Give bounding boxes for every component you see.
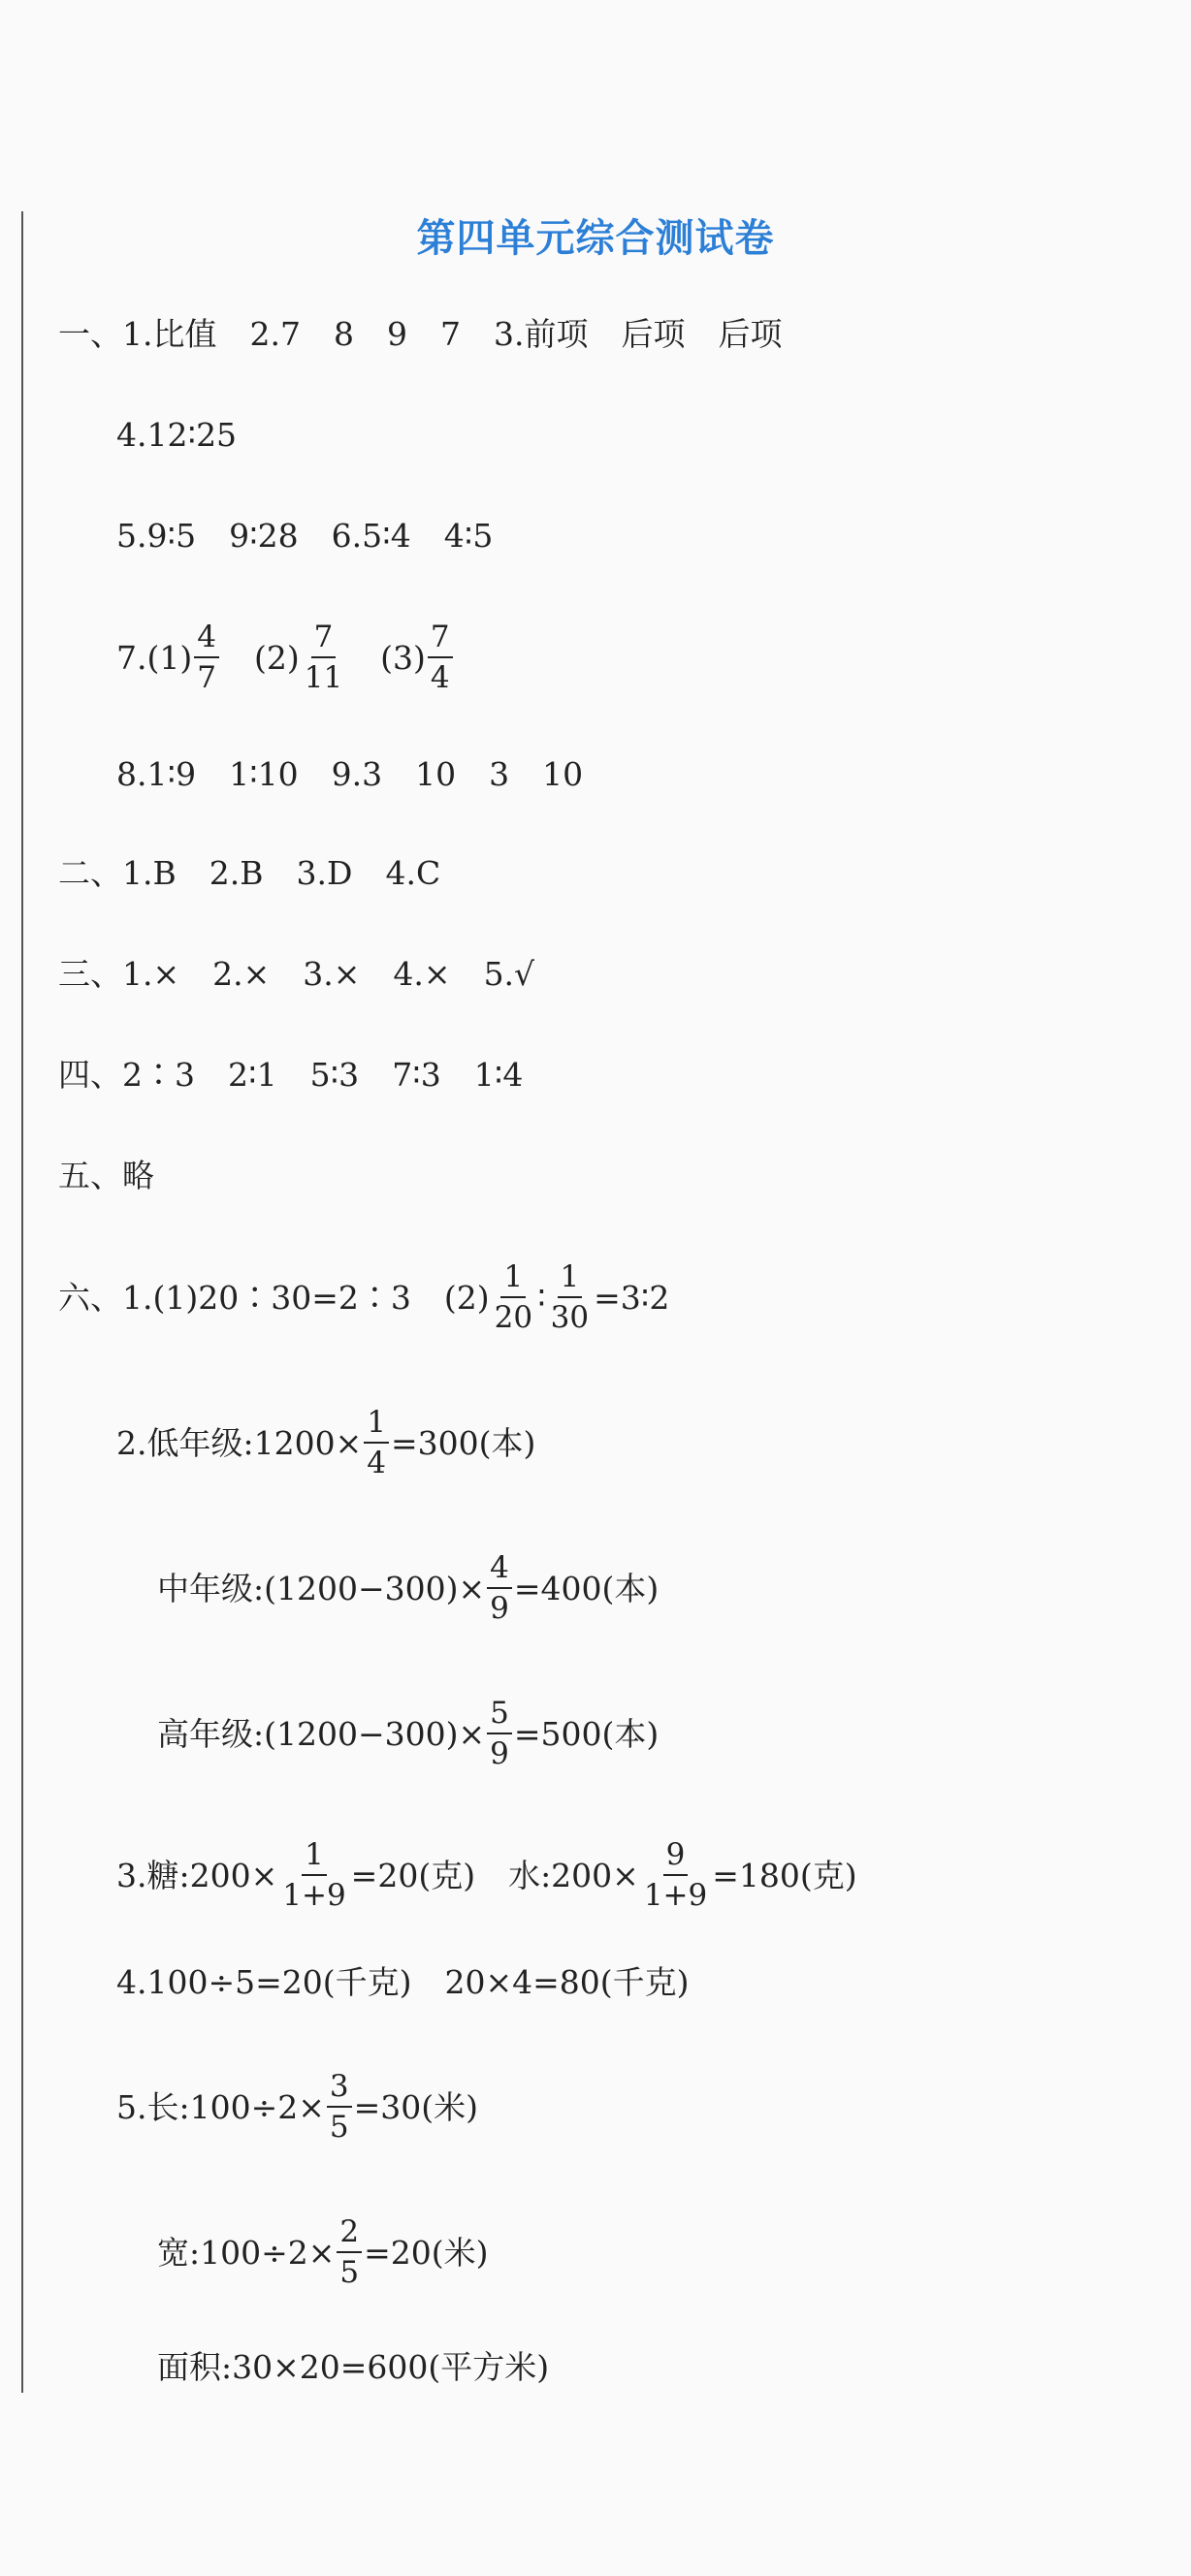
answer-text: 8.1∶9 <box>116 755 197 793</box>
answer-text: 四、2∶3 <box>58 1056 195 1094</box>
answer-text: ∶ <box>537 1278 546 1317</box>
answer-text: =300(本) <box>390 1423 536 1462</box>
section-6-q3 <box>116 1838 857 1912</box>
answer-text: =180(克) <box>712 1856 857 1894</box>
section-1-line-5 <box>116 517 494 555</box>
fraction: $\frac{1}{30}$ <box>550 1259 590 1336</box>
answer-text: 9.3 <box>331 755 383 793</box>
section-1-line-7 <box>116 620 455 694</box>
answer-text: =20(克) <box>350 1856 476 1894</box>
answer-text: 2.7 <box>249 315 301 353</box>
fraction: $\frac{7}{11}$ <box>304 620 343 696</box>
section-2-line <box>58 854 441 892</box>
answer-text: 3.前项 <box>493 315 589 353</box>
answer-text: 3 <box>489 755 510 793</box>
section-5-line <box>58 1157 154 1194</box>
answer-text: 7 <box>439 315 461 353</box>
fraction: $\frac{2}{5}$ <box>337 2215 362 2289</box>
answer-text: 4∶5 <box>443 517 494 555</box>
answer-text: 9 <box>386 315 407 353</box>
section-3-line <box>58 955 535 993</box>
answer-text: 5.√ <box>483 955 535 993</box>
section-1-line-4 <box>116 416 238 454</box>
answer-text: =500(本) <box>513 1714 660 1753</box>
section-6-q5-length <box>116 2070 478 2144</box>
answer-text: 9∶28 <box>229 517 299 555</box>
answer-text: 5∶3 <box>309 1056 360 1094</box>
answer-text: (2) <box>443 1278 490 1317</box>
section-4-line <box>58 1056 524 1094</box>
answer-text: 中年级:(1200−300)× <box>157 1569 486 1607</box>
answer-text: 2∶1 <box>228 1056 277 1094</box>
answer-text: 10 <box>415 755 457 793</box>
answer-text: 1∶10 <box>229 755 299 793</box>
section-6-q5-width <box>157 2215 489 2289</box>
fraction: $\frac{1}{4}$ <box>364 1406 389 1479</box>
answer-text: 4.× <box>393 955 451 993</box>
fraction: $\frac{7}{4}$ <box>428 620 453 694</box>
answer-text: 8 <box>333 315 354 353</box>
answer-text: (3) <box>380 638 426 677</box>
section-6-q5-area <box>157 2348 550 2386</box>
section-6-q4 <box>116 1963 690 2001</box>
answer-text: =3∶2 <box>594 1278 670 1317</box>
answer-text: 三、1.× <box>58 955 180 993</box>
answer-text: 4.100÷5=20(千克) <box>116 1963 412 2001</box>
fraction: $\frac{4}{7}$ <box>194 620 219 694</box>
answer-text: 2.低年级:1200× <box>116 1423 363 1462</box>
answer-text: 五、略 <box>58 1157 154 1194</box>
answer-text: 二、1.B <box>58 854 177 892</box>
answer-text: 10 <box>542 755 584 793</box>
answer-text: 水:200× <box>508 1856 639 1894</box>
fraction: $\frac{3}{5}$ <box>327 2070 352 2144</box>
answer-text: 宽:100÷2× <box>157 2233 336 2272</box>
answer-text: 7∶3 <box>392 1056 441 1094</box>
answer-text: 4.12∶25 <box>116 416 238 454</box>
section-6-q2-mid <box>157 1551 659 1625</box>
fraction: $\frac{4}{9}$ <box>487 1551 512 1625</box>
fraction: $\frac{9}{1+9}$ <box>643 1837 708 1914</box>
answer-text: 面积:30×20=600(平方米) <box>157 2348 550 2386</box>
section-6-q2-high <box>157 1697 659 1770</box>
answer-text: 20×4=80(千克) <box>444 1963 690 2001</box>
answer-text: 2.× <box>212 955 271 993</box>
answer-text: 后项 <box>621 315 686 353</box>
answer-text: 4.C <box>385 854 441 892</box>
answer-text: 7.(1) <box>116 638 193 677</box>
section-6-q2-low <box>116 1406 535 1479</box>
fraction: $\frac{1}{20}$ <box>494 1259 533 1336</box>
answer-text: 高年级:(1200−300)× <box>157 1714 486 1753</box>
answer-text: (2) <box>253 638 300 677</box>
answer-text: =20(米) <box>364 2233 489 2272</box>
fraction: $\frac{1}{1+9}$ <box>282 1837 346 1914</box>
answer-text: 5.9∶5 <box>116 517 197 555</box>
page-title: 第四单元综合测试卷 <box>416 216 775 261</box>
answer-text: 后项 <box>718 315 783 353</box>
answer-text: 3.D <box>296 854 353 892</box>
answer-text: 3.× <box>303 955 361 993</box>
section-1-line-1 <box>58 315 783 353</box>
answer-text: =30(米) <box>353 2087 479 2126</box>
answer-text: 六、1.(1)20∶30=2∶3 <box>58 1278 411 1317</box>
fraction: $\frac{5}{9}$ <box>487 1697 512 1770</box>
section-1-line-8 <box>116 755 584 793</box>
answer-text: 1∶4 <box>473 1056 524 1094</box>
answer-text: =400(本) <box>513 1569 660 1607</box>
section-6-q1 <box>58 1260 669 1334</box>
binding-margin-line <box>21 211 23 2393</box>
answer-text: 6.5∶4 <box>331 517 411 555</box>
answer-text: 3.糖:200× <box>116 1856 278 1894</box>
answer-text: 5.长:100÷2× <box>116 2087 325 2126</box>
answer-text: 2.B <box>209 854 264 892</box>
answer-text: 一、1.比值 <box>58 315 217 353</box>
